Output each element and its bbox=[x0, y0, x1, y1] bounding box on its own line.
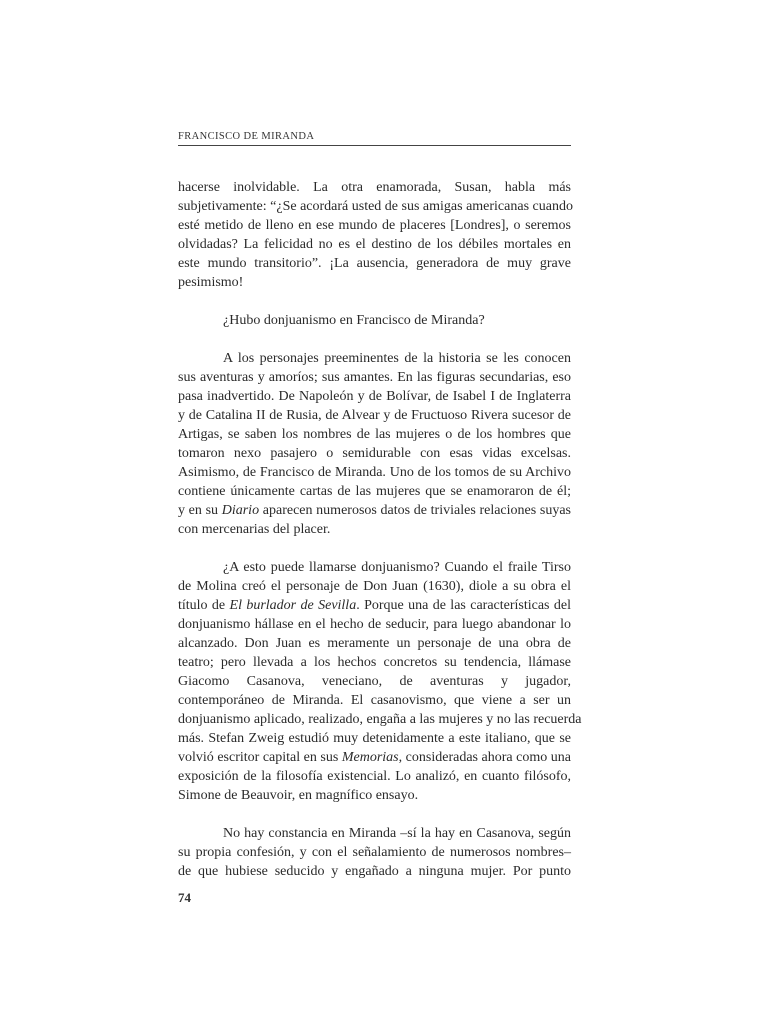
text-line: Simone de Beauvoir, en magnífico ensayo. bbox=[178, 788, 419, 803]
running-head: FRANCISCO DE MIRANDA bbox=[178, 131, 315, 142]
text-line: alcanzado. Don Juan es meramente un personaje de una obra de bbox=[178, 636, 571, 651]
text-line: este mundo transitorio”. ¡La ausencia, generadora de muy grave bbox=[178, 256, 571, 271]
text-line: pasa inadvertido. De Napoleón y de Bolívar, de Isabel I de Inglaterra bbox=[178, 389, 571, 404]
text-line: y de Catalina II de Rusia, de Alvear y de Fructuoso Rivera sucesor de bbox=[178, 408, 571, 423]
text-line: subjetivamente: “¿Se acordará usted de sus amigas americanas cuando bbox=[178, 199, 573, 214]
text-line: A los personajes preeminentes de la historia se les conocen bbox=[223, 351, 571, 366]
text-line: ¿Hubo donjuanismo en Francisco de Miranda? bbox=[223, 313, 485, 328]
text-line: de que hubiese seducido y engañado a ninguna mujer. Por punto bbox=[178, 864, 571, 879]
text-line: esté metido de lleno en ese mundo de placeres [Londres], o seremos bbox=[178, 218, 571, 233]
paragraph-gap bbox=[178, 330, 571, 349]
text-line: más. Stefan Zweig estudió muy detenidamente a este italiano, que se bbox=[178, 731, 571, 746]
text-line: donjuanismo aplicado, realizado, engaña a las mujeres y no las recuerda bbox=[178, 712, 582, 727]
text-line: contemporáneo de Miranda. El casanovismo, que viene a ser un bbox=[178, 693, 571, 708]
page-number: 74 bbox=[178, 890, 191, 905]
text-line: Artigas, se saben los nombres de las mujeres o de los hombres que bbox=[178, 427, 571, 442]
text-line: tomaron nexo pasajero o semidurable con esas vidas excelsas. bbox=[178, 446, 571, 461]
paragraph-gap bbox=[178, 805, 571, 824]
text-line: su propia confesión, y con el señalamiento de numerosos nombres– bbox=[178, 845, 571, 860]
text-line: Asimismo, de Francisco de Miranda. Uno de los tomos de su Archivo bbox=[178, 465, 571, 480]
italic-title: Diario bbox=[221, 503, 260, 518]
text-line: hacerse inolvidable. La otra enamorada, Susan, habla más bbox=[178, 180, 571, 195]
text-line: volvió escritor capital en sus Memorias, consideradas ahora como una bbox=[178, 750, 571, 765]
text-line: y en su Diario aparecen numerosos datos de triviales relaciones suyas bbox=[178, 503, 571, 518]
text-line: sus aventuras y amoríos; sus amantes. En las figuras secundarias, eso bbox=[178, 370, 571, 385]
text-line: No hay constancia en Miranda –sí la hay en Casanova, según bbox=[223, 826, 571, 841]
text-line: con mercenarias del placer. bbox=[178, 522, 331, 537]
paragraph bbox=[178, 558, 582, 805]
italic-title: El burlador de Sevilla bbox=[229, 598, 357, 613]
body-text bbox=[178, 178, 582, 881]
text-line: teatro; pero llevada a los hechos concretos su tendencia, llámase bbox=[178, 655, 571, 670]
paragraph bbox=[178, 349, 571, 539]
paragraph bbox=[178, 311, 571, 330]
text-line: olvidadas? La felicidad no es el destino de los débiles mortales en bbox=[178, 237, 571, 252]
text-line: ¿A esto puede llamarse donjuanismo? Cuando el fraile Tirso bbox=[223, 560, 571, 575]
text-line: de Molina creó el personaje de Don Juan (1630), diole a su obra el bbox=[178, 579, 571, 594]
paragraph bbox=[178, 178, 571, 292]
paragraph-gap bbox=[178, 539, 571, 558]
paragraph-gap bbox=[178, 292, 571, 311]
text-line: título de El burlador de Sevilla. Porque una de las características del bbox=[178, 598, 571, 613]
italic-title: Memorias bbox=[341, 750, 399, 765]
text-line: donjuanismo hállase en el hecho de seducir, para luego abandonar lo bbox=[178, 617, 571, 632]
text-line: pesimismo! bbox=[178, 275, 244, 290]
text-line: exposición de la filosofía existencial. Lo analizó, en cuanto filósofo, bbox=[178, 769, 571, 784]
header-rule bbox=[178, 145, 571, 146]
paragraph bbox=[178, 824, 571, 881]
text-line: Giacomo Casanova, veneciano, de aventuras y jugador, bbox=[178, 674, 571, 689]
text-line: contiene únicamente cartas de las mujeres que se enamoraron de él; bbox=[178, 484, 571, 499]
